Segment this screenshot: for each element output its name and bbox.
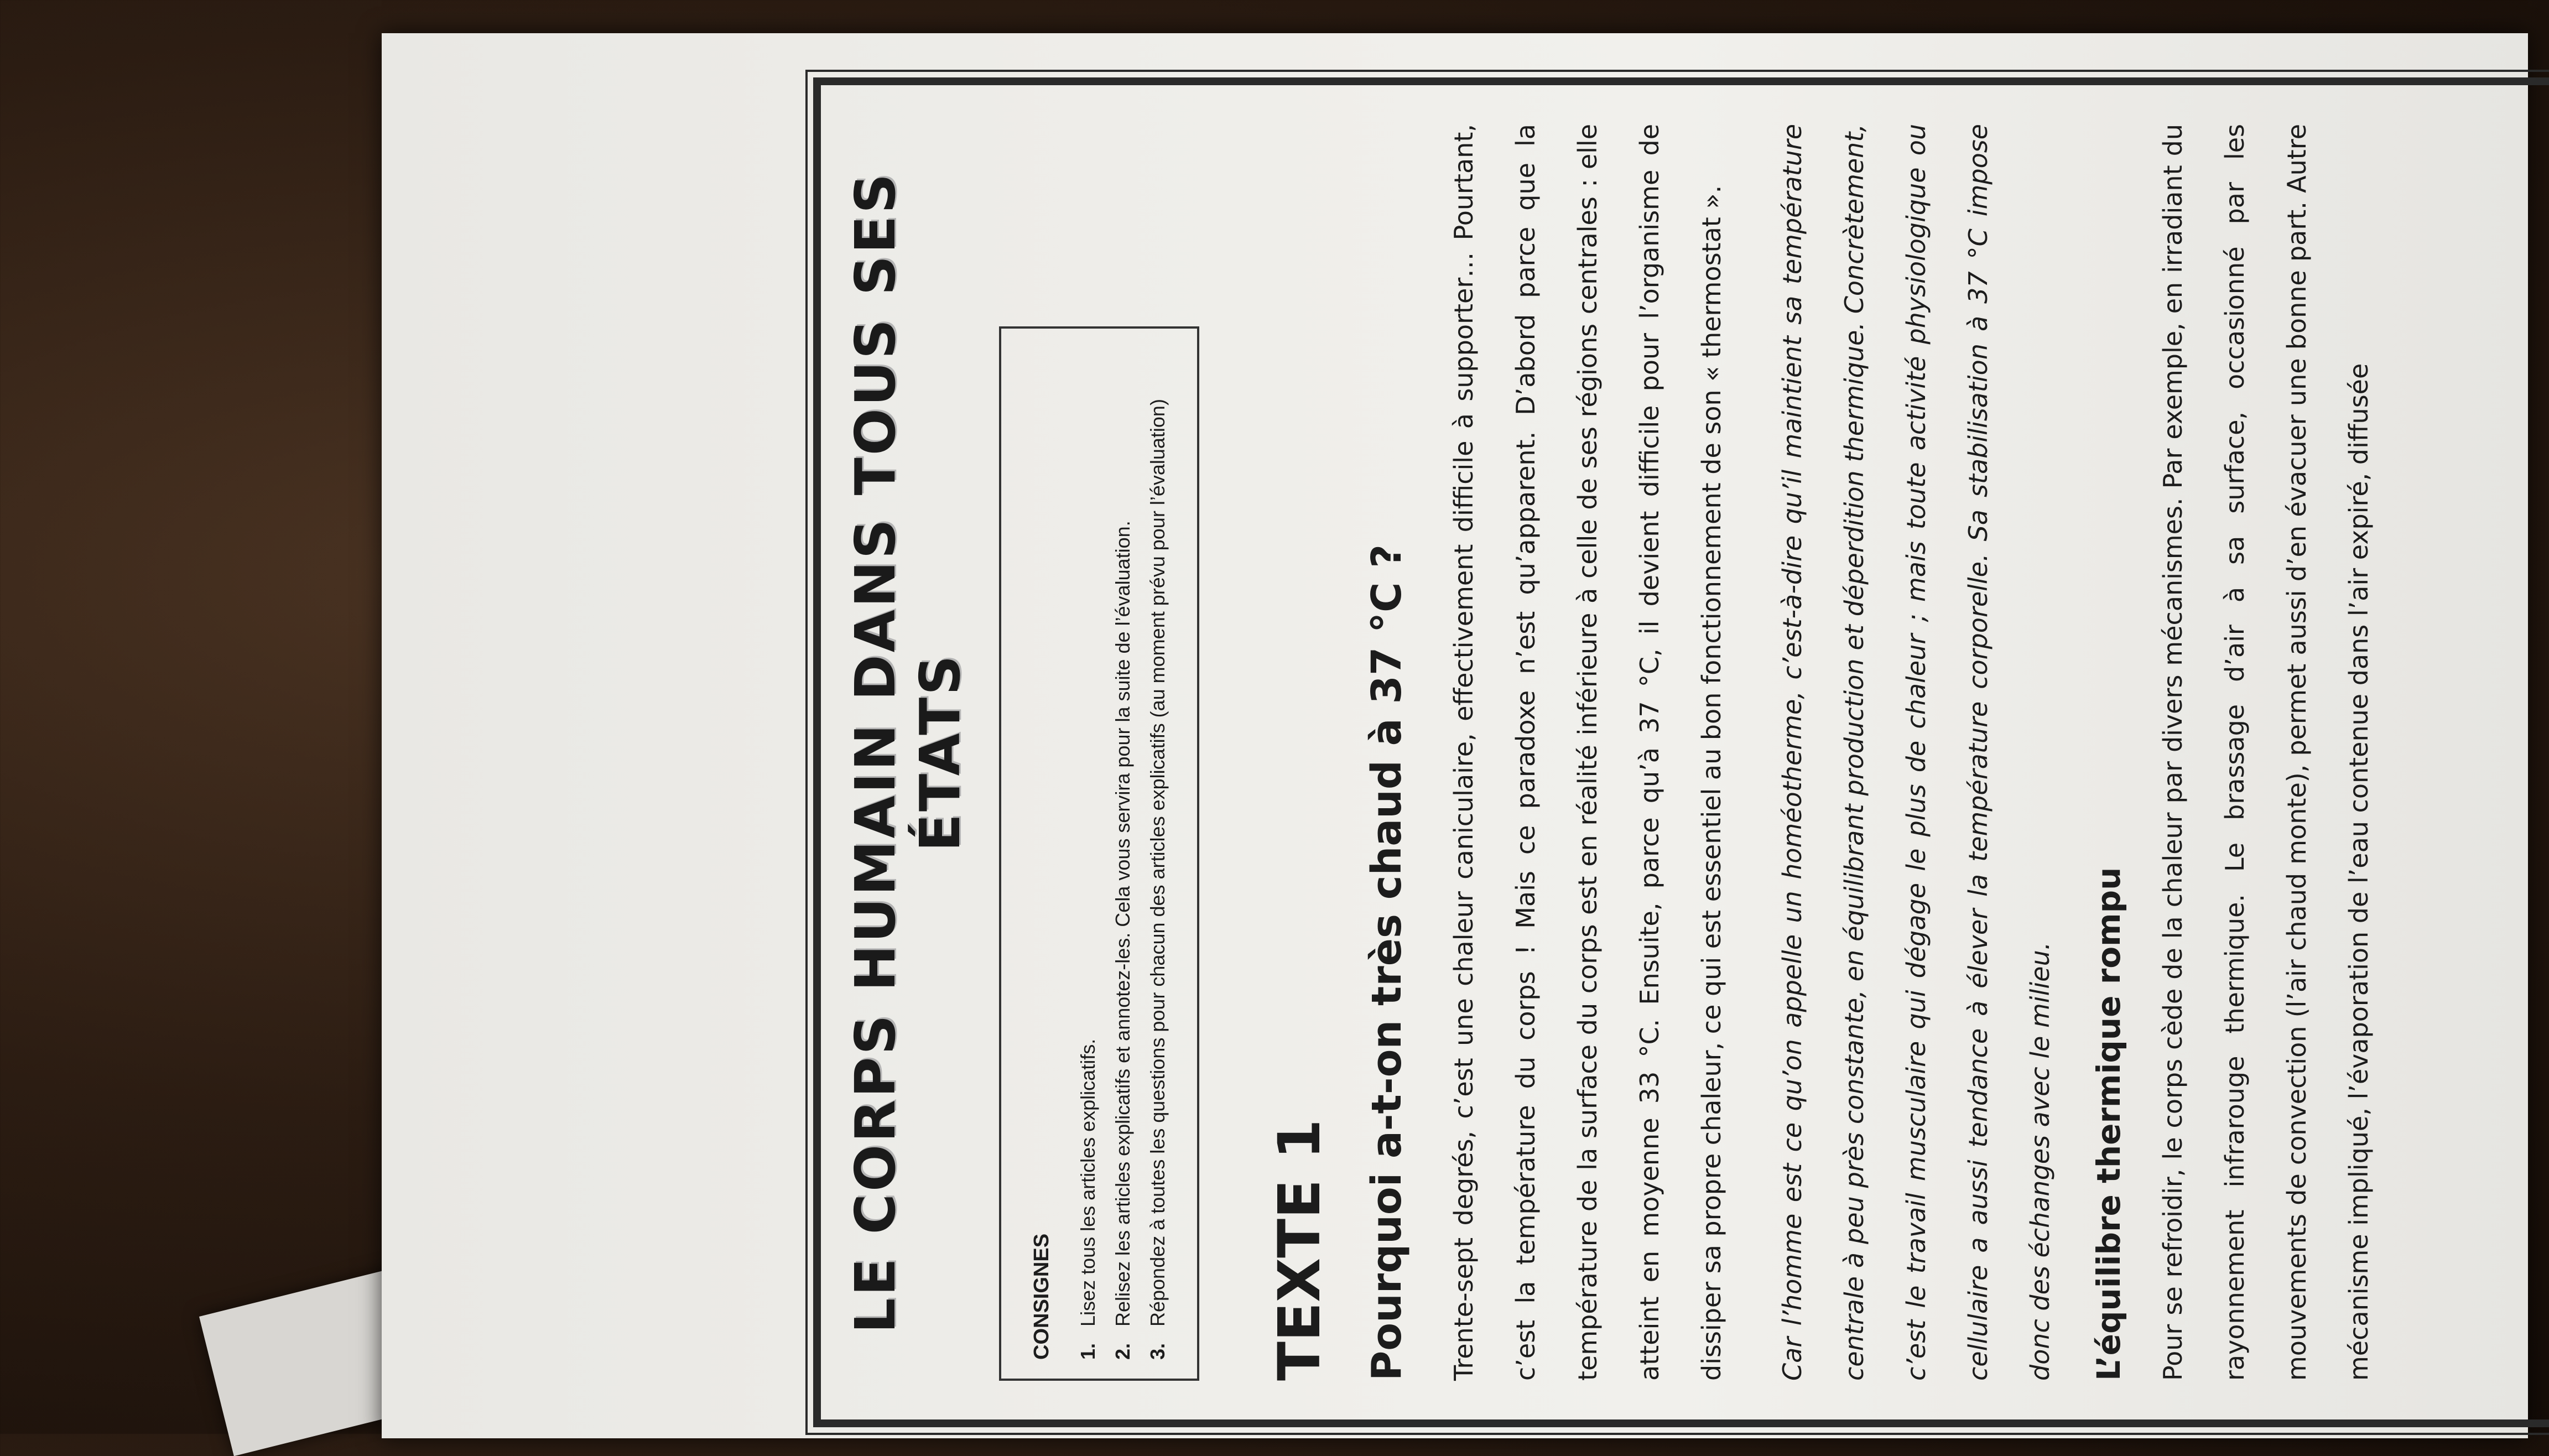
paragraph: Trente-sept degrés, c’est une chaleur caniculaire, effectivement difficile à supporter… Pourtant, c’est la température du corps ! Mais ce paradoxe n’est qu’apparent. D’abord parce que la température de la surface du corps est en réalité inférieure à celle de ses régions centrales : elle atteint en moyenne 33 °C. Ensuite, parce qu’à 37 °C, il devient difficile pour l’organisme de dissiper sa propre chaleur, ce qui est essentiel au bon fonctionnement de son « thermostat ». (1448, 124, 1726, 1381)
consigne-number: 1. (1076, 1343, 1099, 1360)
consigne-text: Relisez les articles explicatifs et annotez-les. Cela vous servira pour la suite de l’évaluation. (1111, 521, 1134, 1327)
consigne-item (1105, 347, 1140, 1360)
consigne-text: Lisez tous les articles explicatifs. (1076, 1038, 1099, 1327)
section-title: TEXTE 1 (1265, 1119, 1333, 1381)
consignes-box (999, 326, 1199, 1381)
consigne-item (1140, 347, 1175, 1360)
paragraph: Car l’homme est ce qu’on appelle un homéotherme, c’est-à-dire qu’il maintient sa température centrale à peu près constante, en équilibrant production et déperdition thermique. Concrètement, c’est le travail musculaire qui dégage le plus de chaleur ; mais toute activité physiologique ou cellulaire a aussi tendance à élever la température corporelle. Sa stabilisation à 37 °C impose donc des échanges avec le milieu. (1777, 124, 2055, 1381)
document-title: LE CORPS HUMAIN DANS TOUS SES ÉTATS (843, 171, 972, 1334)
paragraph: Pour se refroidir, le corps cède de la chaleur par divers mécanismes. Par exemple, en irradiant du rayonnement infrarouge thermique. Le brassage d’air à sa surface, occasionné par les mouvements de convection (l’air chaud monte), permet aussi d’en évacuer une bonne part. Autre mécanisme impliqué, l’évaporation de l’eau contenue dans l’air expiré, diffusée (2157, 124, 2374, 1381)
subsection-title: L’équilibre thermique rompu (2089, 867, 2127, 1381)
question-title: Pourquoi a-t-on très chaud à 37 °C ? (1362, 544, 1411, 1381)
consigne-number: 2. (1111, 1343, 1134, 1360)
document-page (813, 77, 2549, 1427)
consignes-heading: CONSIGNES (1030, 1233, 1053, 1360)
consigne-number: 3. (1146, 1343, 1169, 1360)
paper-sheet (382, 33, 2528, 1438)
consigne-text: Répondez à toutes les questions pour chacun des articles explicatifs (au moment prévu pour l’évaluation) (1146, 399, 1169, 1327)
consigne-item (1070, 347, 1105, 1360)
